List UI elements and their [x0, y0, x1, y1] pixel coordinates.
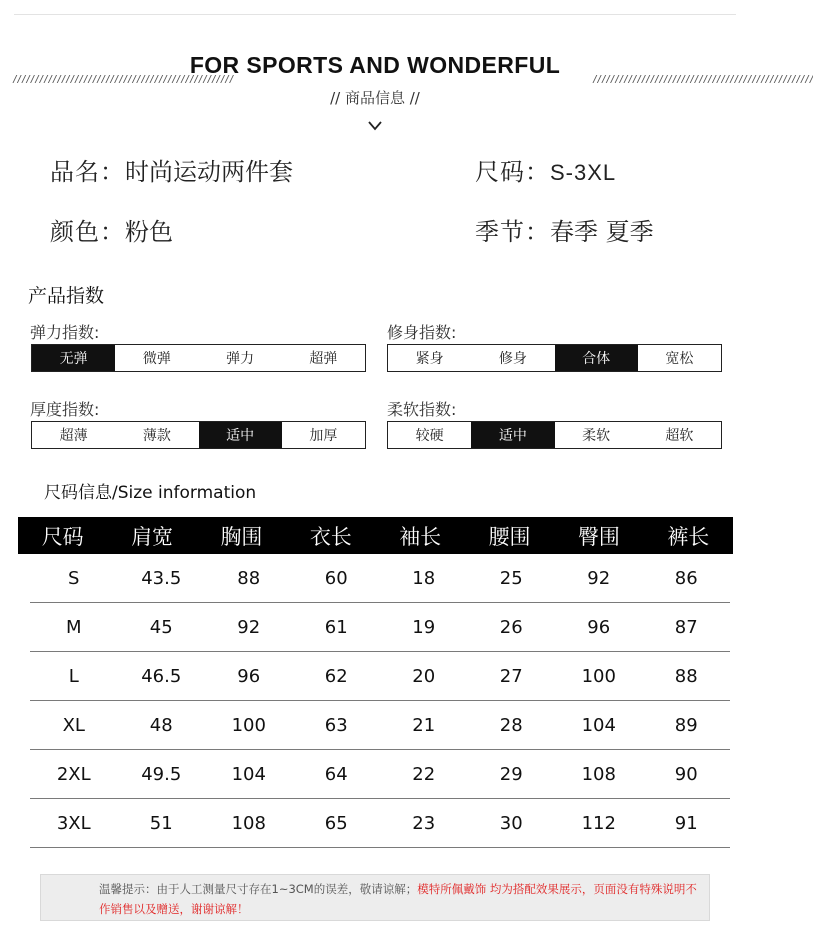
- scale-option: 宽松: [665, 351, 694, 367]
- fit-label: 修身指数:: [387, 323, 457, 342]
- table-cell: 96: [237, 665, 261, 687]
- table-cell: 21: [412, 714, 436, 736]
- table-cell: 104: [581, 714, 616, 736]
- table-cell: 43.5: [141, 567, 182, 589]
- header-cell: 尺码: [41, 524, 84, 549]
- table-cell: 89: [674, 714, 698, 736]
- table-cell: 27: [499, 665, 523, 687]
- header-cell: 裤长: [667, 524, 710, 549]
- top-divider: [14, 14, 736, 15]
- scale-option: 适中: [199, 422, 282, 448]
- size-table-header: [18, 517, 733, 554]
- table-row: [30, 554, 730, 603]
- table-cell: S: [68, 567, 80, 589]
- scale-option: 紧身: [415, 351, 444, 367]
- table-cell: 30: [499, 812, 523, 834]
- scale-option: 加厚: [309, 428, 338, 444]
- product-size-label: 尺码：: [475, 158, 550, 186]
- scale-option: 超弹: [309, 351, 338, 367]
- notice-warning-text: 模特所佩戴饰 均为搭配效果展示，页面没有特殊说明不作销售以及赠送，谢谢谅解！: [99, 882, 697, 916]
- product-name-label: 品名：: [50, 158, 125, 186]
- table-cell: 26: [499, 616, 523, 638]
- product-color: [50, 212, 173, 247]
- table-row: [30, 701, 730, 750]
- table-cell: 29: [499, 763, 523, 785]
- table-cell: 104: [231, 763, 266, 785]
- size-info-title: 尺码信息/Size information: [44, 483, 257, 503]
- table-cell: 45: [149, 616, 173, 638]
- thickness-label: 厚度指数:: [30, 400, 100, 419]
- table-cell: 112: [581, 812, 616, 834]
- table-cell: 87: [674, 616, 698, 638]
- table-cell: 88: [237, 567, 261, 589]
- scale-option: 超软: [665, 428, 694, 444]
- table-cell: 92: [237, 616, 261, 638]
- table-cell: 108: [581, 763, 616, 785]
- table-row: [30, 603, 730, 652]
- header-cell: 腰围: [488, 524, 531, 549]
- table-row: [30, 799, 730, 848]
- chevron-down-icon: [366, 117, 384, 135]
- table-cell: 22: [412, 763, 436, 785]
- softness-scale: [387, 421, 722, 449]
- banner-title: FOR SPORTS AND WONDERFUL: [189, 52, 561, 78]
- notice-text: 温馨提示：由于人工测量尺寸存在1~3CM的误差，敬请谅解；: [99, 882, 418, 896]
- table-cell: 88: [674, 665, 698, 687]
- table-cell: 91: [674, 812, 698, 834]
- table-cell: 90: [674, 763, 698, 785]
- notice-box: [40, 874, 710, 921]
- product-season-value: 春季 夏季: [550, 218, 654, 246]
- decorative-slashes-left: //////////////////////////////////////////////////: [12, 74, 234, 85]
- product-name-value: 时尚运动两件套: [125, 158, 293, 186]
- header-cell: 袖长: [399, 524, 442, 549]
- table-cell: 51: [149, 812, 173, 834]
- table-cell: 28: [499, 714, 523, 736]
- table-cell: 3XL: [56, 812, 91, 834]
- product-name: [50, 152, 293, 187]
- header-cell: 胸围: [220, 524, 263, 549]
- table-cell: 18: [412, 567, 436, 589]
- table-cell: 48: [149, 714, 173, 736]
- product-season: [475, 212, 654, 247]
- scale-option: 薄款: [142, 428, 171, 444]
- fit-scale: [387, 344, 722, 372]
- table-cell: 96: [587, 616, 611, 638]
- product-index-title: 产品指数: [28, 285, 105, 307]
- softness-label: 柔软指数:: [387, 400, 457, 419]
- scale-option: 弹力: [226, 351, 255, 367]
- table-cell: 61: [324, 616, 348, 638]
- table-cell: 100: [231, 714, 266, 736]
- elasticity-label: 弹力指数:: [30, 323, 100, 342]
- table-cell: 100: [581, 665, 616, 687]
- scale-option: 适中: [471, 422, 554, 448]
- table-cell: 62: [324, 665, 348, 687]
- elasticity-scale: [31, 344, 366, 372]
- scale-option: 微弹: [142, 351, 171, 367]
- table-cell: 25: [499, 567, 523, 589]
- scale-option: 修身: [498, 351, 527, 367]
- table-cell: 20: [412, 665, 436, 687]
- table-cell: 49.5: [141, 763, 182, 785]
- table-cell: 64: [324, 763, 348, 785]
- thickness-scale: [31, 421, 366, 449]
- scale-option: 超薄: [59, 428, 88, 444]
- table-row: [30, 750, 730, 799]
- product-color-value: 粉色: [125, 218, 173, 246]
- decorative-slashes-right: //////////////////////////////////////////////////: [592, 74, 813, 85]
- table-cell: 63: [324, 714, 348, 736]
- table-cell: 46.5: [141, 665, 182, 687]
- size-table: [18, 517, 733, 848]
- table-cell: 23: [412, 812, 436, 834]
- table-cell: 60: [324, 567, 348, 589]
- header-cell: 肩宽: [131, 524, 174, 549]
- table-cell: 92: [587, 567, 611, 589]
- scale-option: 柔软: [582, 428, 611, 444]
- table-cell: M: [65, 616, 82, 638]
- header-cell: 衣长: [309, 524, 352, 549]
- table-cell: L: [68, 665, 79, 687]
- scale-option: 合体: [555, 345, 638, 371]
- table-row: [30, 652, 730, 701]
- table-cell: 108: [231, 812, 266, 834]
- table-cell: 19: [412, 616, 436, 638]
- product-color-label: 颜色：: [50, 218, 125, 246]
- table-cell: 2XL: [56, 763, 91, 785]
- header-cell: 臀围: [577, 524, 620, 549]
- size-table-body: [18, 554, 733, 848]
- table-cell: 86: [674, 567, 698, 589]
- scale-option: 较硬: [415, 428, 444, 444]
- banner-subtitle: // 商品信息 //: [330, 89, 420, 107]
- scale-option: 无弹: [32, 345, 115, 371]
- product-size-value: S-3XL: [550, 160, 617, 185]
- table-cell: 65: [324, 812, 348, 834]
- product-size: [475, 152, 616, 187]
- product-season-label: 季节：: [475, 218, 550, 246]
- table-cell: XL: [62, 714, 85, 736]
